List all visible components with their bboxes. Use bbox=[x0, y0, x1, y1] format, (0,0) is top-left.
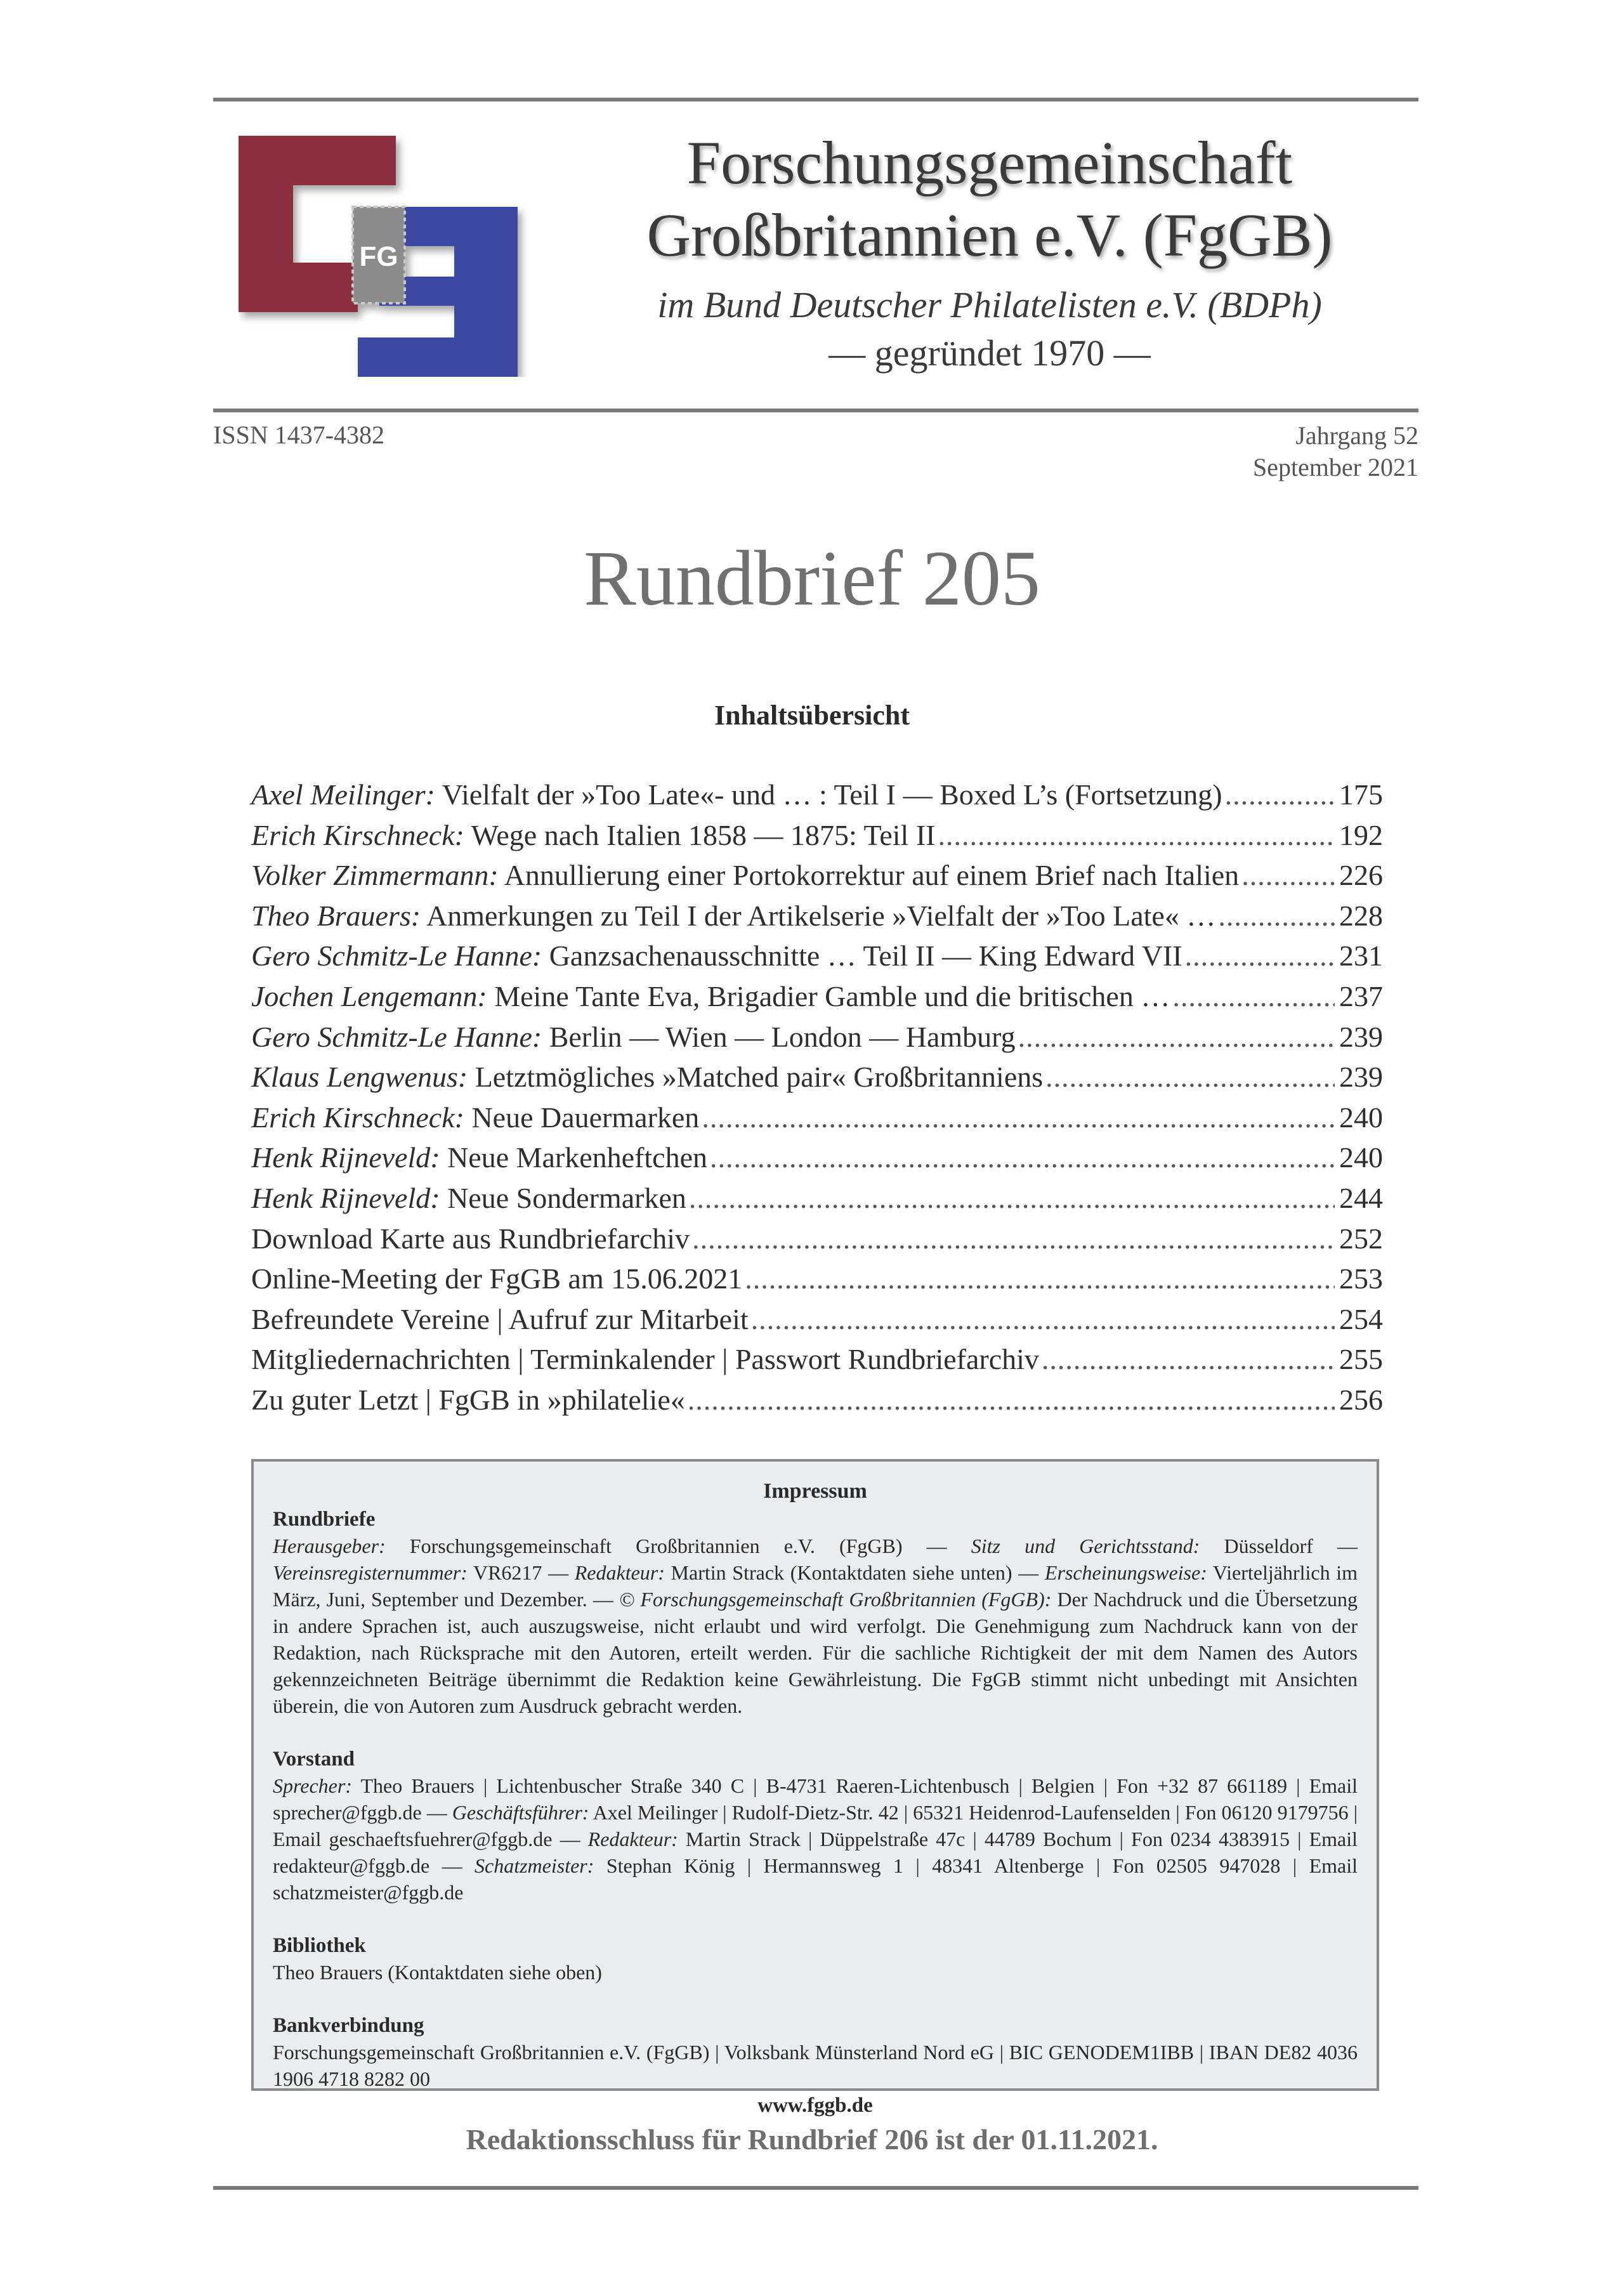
org-name-line2: Großbritannien e.V. (FgGB) bbox=[646, 201, 1333, 269]
table-of-contents bbox=[251, 778, 1383, 1424]
bibliothek-text: Theo Brauers (Kontaktdaten siehe oben) bbox=[273, 1961, 602, 1984]
toc-leader-dots bbox=[1241, 858, 1335, 892]
toc-entry bbox=[251, 1141, 1383, 1181]
toc-leader-dots bbox=[1225, 778, 1335, 811]
volume: Jahrgang 52 bbox=[1295, 421, 1418, 450]
website-url[interactable]: www.fggb.de bbox=[757, 2094, 873, 2117]
issue-title: Rundbrief 205 bbox=[584, 535, 1040, 622]
toc-author: Gero Schmitz-Le Hanne: bbox=[251, 939, 542, 972]
toc-leader-dots bbox=[689, 1181, 1335, 1215]
toc-page-number: 228 bbox=[1339, 899, 1383, 932]
toc-author: Volker Zimmermann: bbox=[251, 859, 499, 892]
toc-leader-dots bbox=[751, 1302, 1335, 1336]
toc-title: Meine Tante Eva, Brigadier Gamble und die britischen … bbox=[487, 979, 1170, 1012]
toc-entry bbox=[251, 1101, 1383, 1141]
toc-page-number: 239 bbox=[1339, 1061, 1383, 1094]
impressum-box bbox=[251, 1459, 1379, 2117]
toc-entry bbox=[251, 939, 1383, 979]
top-rule bbox=[213, 98, 1418, 101]
toc-title: Berlin — Wien — London — Hamburg bbox=[542, 1020, 1016, 1053]
toc-leader-dots bbox=[745, 1262, 1335, 1295]
vorstand-heading: Vorstand bbox=[273, 1748, 355, 1771]
toc-entry bbox=[251, 979, 1383, 1020]
bottom-rule bbox=[213, 2186, 1418, 2190]
org-founded: — gegründet 1970 — bbox=[828, 332, 1151, 374]
toc-title: Neue Dauermarken bbox=[464, 1101, 700, 1134]
toc-author: Klaus Lengwenus: bbox=[251, 1061, 468, 1094]
toc-leader-dots bbox=[702, 1101, 1335, 1134]
toc-leader-dots bbox=[710, 1141, 1335, 1174]
issn: ISSN 1437-4382 bbox=[213, 421, 385, 449]
toc-page-number: 256 bbox=[1339, 1383, 1383, 1416]
toc-leader-dots bbox=[1185, 939, 1335, 972]
fggb-logo bbox=[239, 136, 530, 377]
toc-title: Download Karte aus Rundbriefarchiv bbox=[251, 1222, 690, 1255]
toc-page-number: 192 bbox=[1339, 818, 1383, 851]
toc-page-number: 226 bbox=[1339, 859, 1383, 892]
toc-author: Axel Meilinger: bbox=[251, 778, 435, 811]
toc-page-number: 237 bbox=[1339, 979, 1383, 1012]
vorstand-text: Sprecher: Theo Brauers | Lichtenbuscher Straße 340 C | B-4731 Raeren-Lichtenbusch | Belgien | Fon +32 87 661189 | Email sprecher@fggb.de — Geschäftsführer: Axel Meilinger | Rudolf-Dietz-Str. 42 | 65321 Heidenrod-Laufenselden | Fon 06120 9179756 | Email geschaeftsfuehrer@fggb.de — Redakteur: Martin Strack | Düppelstraße 47c | 44789 Bochum | Fon 0234 4383915 | Email redakteur@fggb.de — Schatzmeister: Stephan König | Hermannsweg 1 | 48341 Altenberge | Fon 02505 947028 | Email schatzmeister@fggb.de bbox=[273, 1774, 1358, 1904]
toc-page-number: 239 bbox=[1339, 1020, 1383, 1053]
toc-leader-dots bbox=[1218, 899, 1335, 933]
toc-page-number: 240 bbox=[1339, 1141, 1383, 1174]
toc-leader-dots bbox=[1045, 1060, 1335, 1094]
toc-title: Neue Sondermarken bbox=[440, 1181, 686, 1214]
toc-page-number: 255 bbox=[1339, 1343, 1383, 1376]
toc-author: Henk Rijneveld: bbox=[251, 1141, 440, 1174]
toc-entry bbox=[251, 1302, 1383, 1343]
toc-page-number: 253 bbox=[1339, 1262, 1383, 1295]
toc-heading: Inhaltsübersicht bbox=[714, 700, 910, 731]
toc-author: Erich Kirschneck: bbox=[251, 1101, 464, 1134]
toc-entry bbox=[251, 818, 1383, 859]
toc-page-number: 240 bbox=[1339, 1101, 1383, 1134]
toc-leader-dots bbox=[1018, 1020, 1335, 1054]
toc-leader-dots bbox=[692, 1222, 1335, 1255]
toc-page-number: 252 bbox=[1339, 1222, 1383, 1255]
toc-title: Zu guter Letzt | FgGB in »philatelie« bbox=[251, 1383, 685, 1416]
toc-page-number: 231 bbox=[1339, 939, 1383, 972]
editorial-deadline: Redaktionsschluss für Rundbrief 206 ist der 01.11.2021. bbox=[466, 2123, 1158, 2156]
bank-text: Forschungsgemeinschaft Großbritannien e.V. (FgGB) | Volksbank Münsterland Nord eG | BIC GENODEM1IBB | IBAN DE82 4036 1906 4718 8282 00 bbox=[273, 2041, 1358, 2090]
organization-name bbox=[558, 127, 1421, 272]
toc-leader-dots bbox=[688, 1383, 1335, 1417]
toc-author: Henk Rijneveld: bbox=[251, 1181, 440, 1214]
toc-entry bbox=[251, 1262, 1383, 1302]
toc-title: Vielfalt der »Too Late«- und … : Teil I — Boxed L’s (Fortsetzung) bbox=[435, 778, 1222, 811]
toc-title: Online-Meeting der FgGB am 15.06.2021 bbox=[251, 1262, 743, 1295]
org-name-line1: Forschungsgemeinschaft bbox=[686, 129, 1293, 197]
logo-badge-text: FG bbox=[359, 241, 398, 272]
toc-author: Erich Kirschneck: bbox=[251, 818, 464, 851]
toc-title: Anmerkungen zu Teil I der Artikelserie »Vielfalt der »Too Late« … bbox=[421, 899, 1216, 932]
toc-page-number: 254 bbox=[1339, 1302, 1383, 1335]
header-rule bbox=[213, 409, 1418, 412]
toc-entry bbox=[251, 1060, 1383, 1101]
issue-date: September 2021 bbox=[1252, 453, 1418, 481]
toc-title: Ganzsachenausschnitte … Teil II — King Edward VII bbox=[542, 939, 1182, 972]
toc-title: Neue Markenheftchen bbox=[440, 1141, 708, 1174]
toc-entry bbox=[251, 778, 1383, 818]
bank-heading: Bankverbindung bbox=[273, 2014, 424, 2037]
toc-entry bbox=[251, 1383, 1383, 1424]
toc-entry bbox=[251, 899, 1383, 939]
bibliothek-heading: Bibliothek bbox=[273, 1934, 366, 1957]
rundbriefe-heading: Rundbriefe bbox=[273, 1508, 376, 1531]
toc-entry bbox=[251, 1222, 1383, 1262]
volume-info bbox=[1253, 420, 1418, 483]
toc-title: Befreundete Vereine | Aufruf zur Mitarbeit bbox=[251, 1302, 749, 1335]
rundbriefe-text: Herausgeber: Forschungsgemeinschaft Großbritannien e.V. (FgGB) — Sitz und Gerichtsstand: Düsseldorf — Vereinsregisternummer: VR6217 — Redakteur: Martin Strack (Kontaktdaten siehe unten) — Erscheinungsweise: Vierteljährlich im März, Juni, September und Dezember. — © Forschungsgemeinschaft Großbritannien (FgGB): Der Nachdruck und die Übersetzung in andere Sprachen ist, auch auszugsweise, nicht erlaubt und wird verfolgt. Die Genehmigung zum Nachdruck kann von der Redaktion, nach Rücksprache mit den Autoren, erteilt werden. Für die sachliche Richtigkeit der mit dem Namen des Autors gekennzeichneten Beiträge übernimmt die Redaktion keine Gewährleistung. Die FgGB stimmt nicht unbedingt mit Ansichten überein, die von Autoren zum Ausdruck gebracht werden. bbox=[273, 1535, 1358, 1717]
toc-title: Wege nach Italien 1858 — 1875: Teil II bbox=[464, 818, 936, 851]
toc-leader-dots bbox=[938, 818, 1335, 852]
toc-leader-dots bbox=[1172, 979, 1335, 1013]
toc-author: Gero Schmitz-Le Hanne: bbox=[251, 1020, 542, 1053]
toc-title: Letztmögliches »Matched pair« Großbritanniens bbox=[468, 1061, 1044, 1094]
impressum-heading: Impressum bbox=[763, 1479, 867, 1503]
toc-page-number: 244 bbox=[1339, 1181, 1383, 1214]
toc-author: Jochen Lengemann: bbox=[251, 979, 487, 1012]
toc-author: Theo Brauers: bbox=[251, 899, 421, 932]
toc-page-number: 175 bbox=[1339, 778, 1383, 811]
toc-entry bbox=[251, 1020, 1383, 1061]
toc-entry bbox=[251, 1342, 1383, 1383]
toc-leader-dots bbox=[1042, 1342, 1335, 1376]
toc-entry bbox=[251, 858, 1383, 899]
org-affiliation: im Bund Deutscher Philatelisten e.V. (BDPh) bbox=[657, 284, 1322, 325]
toc-entry bbox=[251, 1181, 1383, 1222]
toc-title: Mitgliedernachrichten | Terminkalender | Passwort Rundbriefarchiv bbox=[251, 1343, 1039, 1376]
toc-title: Annullierung einer Portokorrektur auf einem Brief nach Italien bbox=[498, 859, 1240, 892]
